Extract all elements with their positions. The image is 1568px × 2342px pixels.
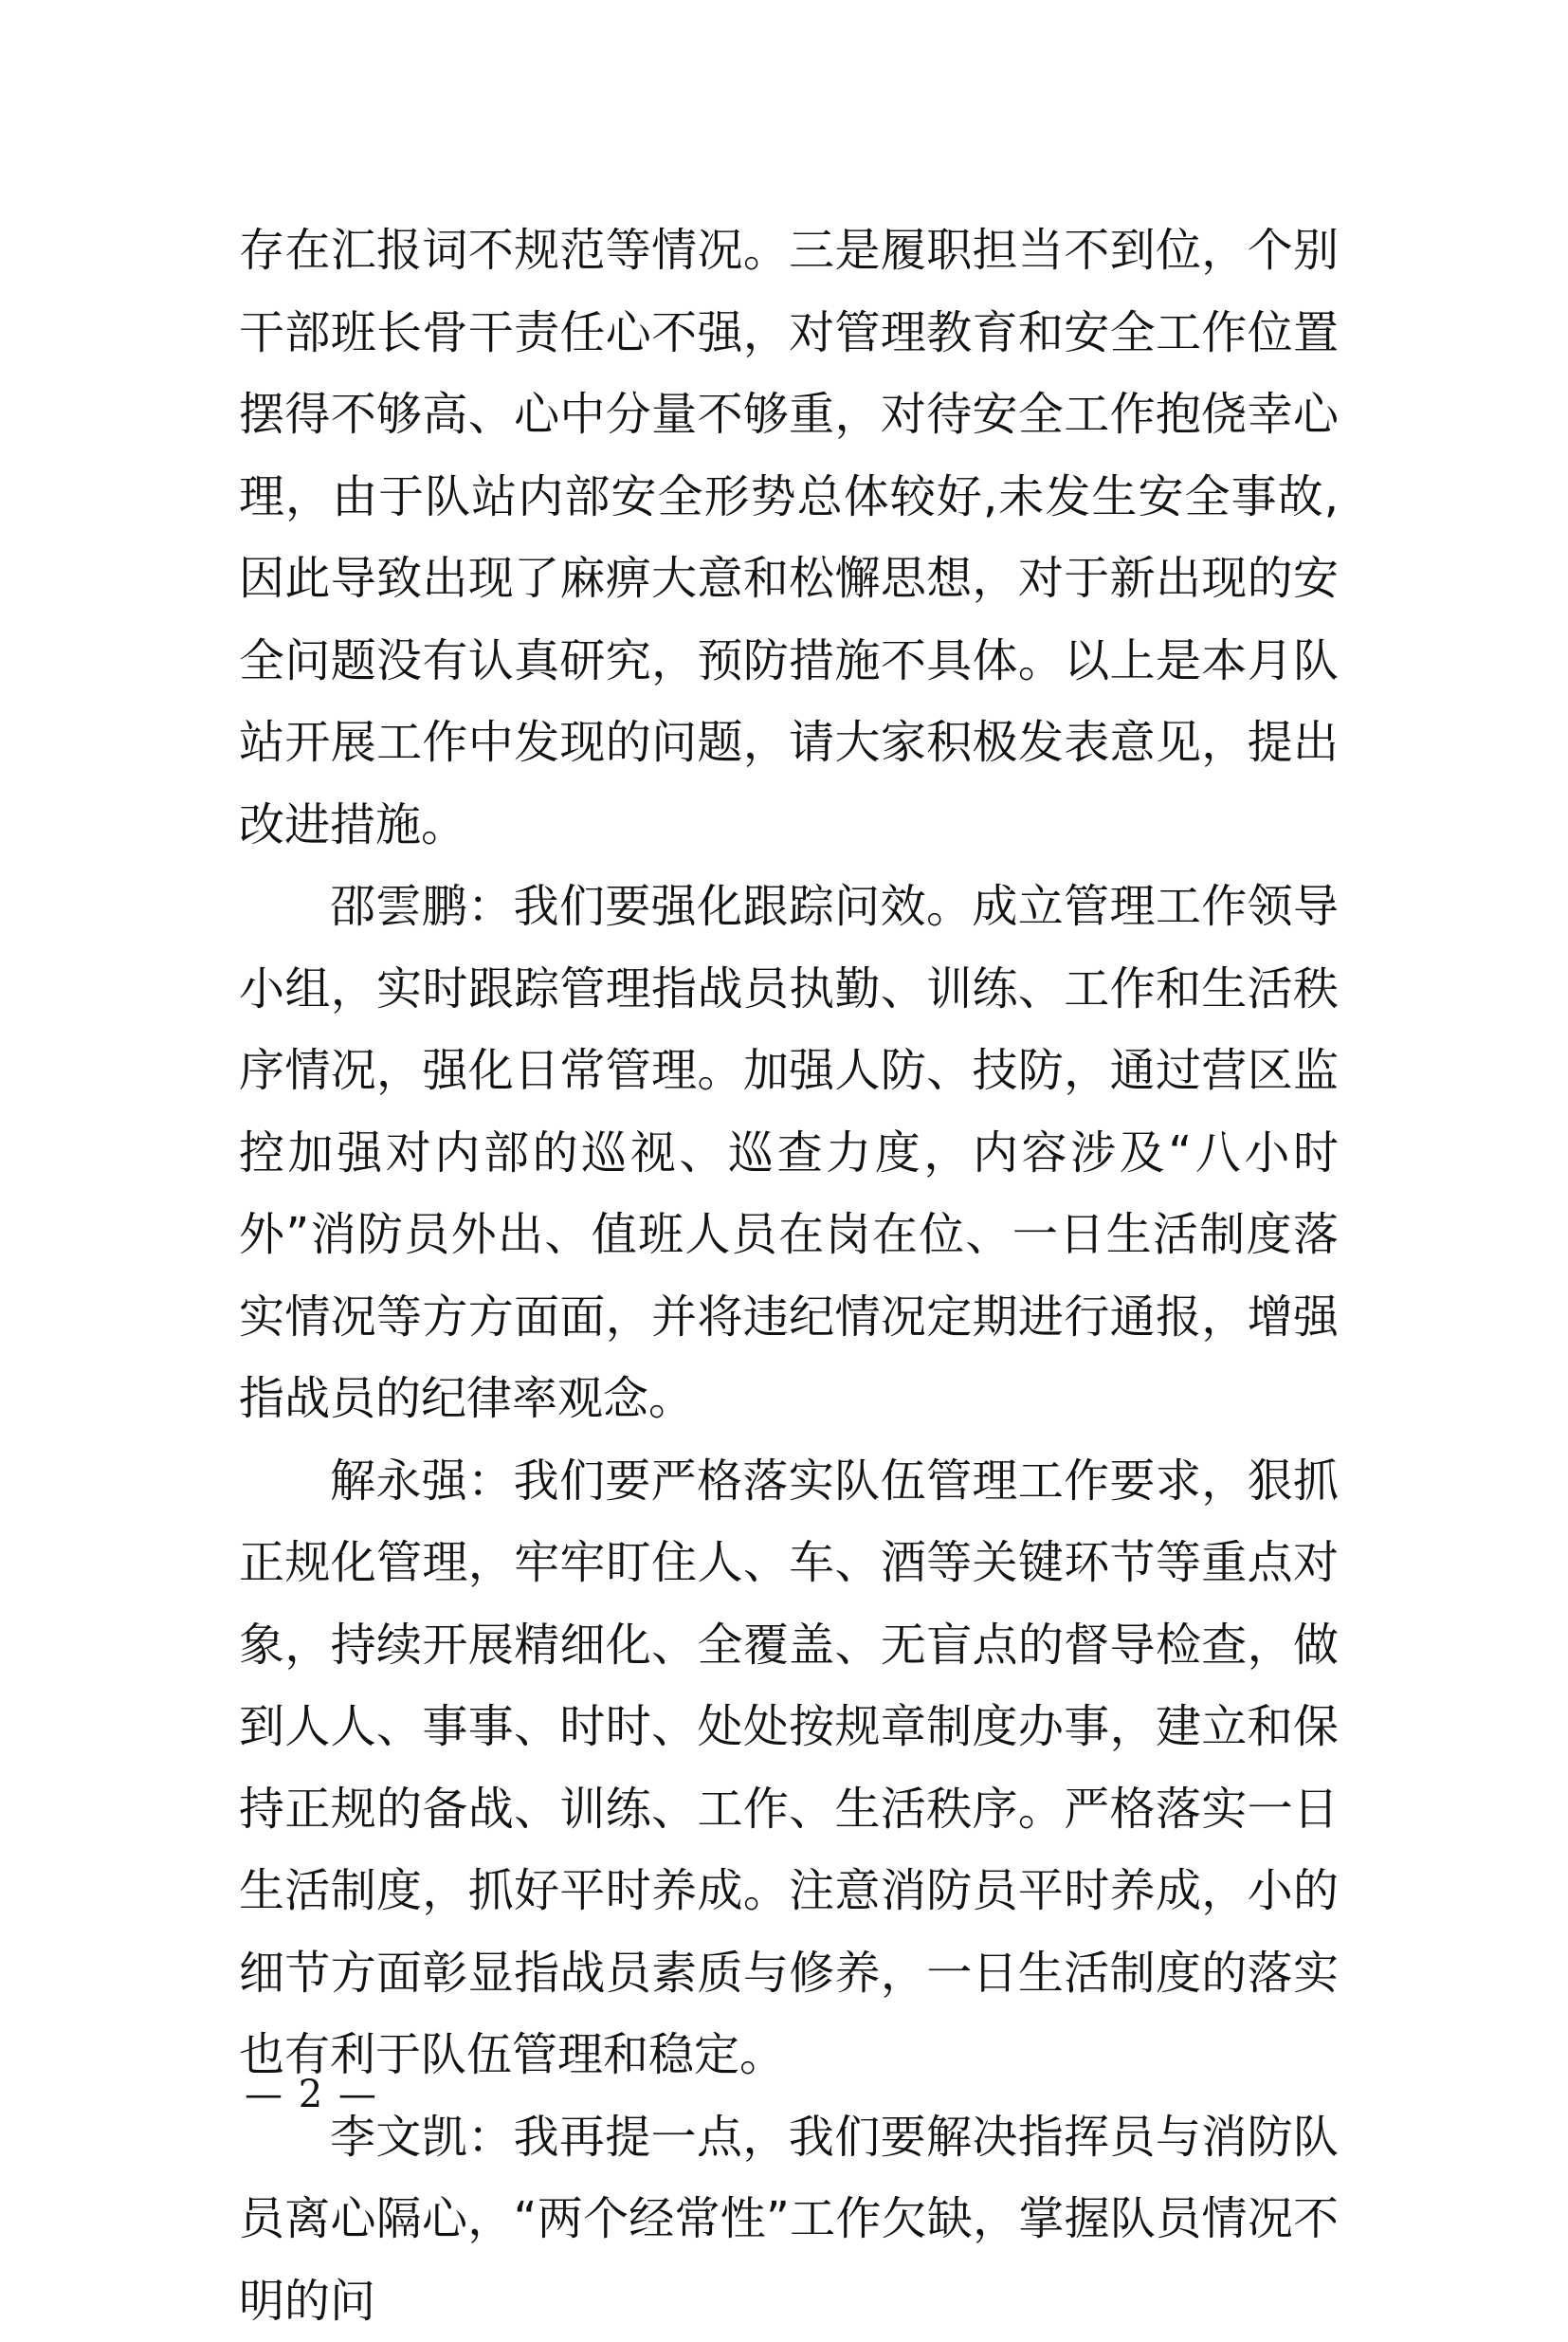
paragraph-xie-yongqiang: 解永强：我们要严格落实队伍管理工作要求，狠抓正规化管理，牢牢盯住人、车、酒等关键环节等重点对象，持续开展精细化、全覆盖、无盲点的督导检查，做到人人、事事、时时、处处按规章制度办事，建立和保持正规的备战、训练、工作、生活秩序。严格落实一日生活制度，抓好平时养成。注意消防员平时养成，小的细节方面彰显指战员素质与修养，一日生活制度的落实也有利于队伍管理和稳定。: [239, 1440, 1339, 2096]
body-text: [239, 210, 1339, 2342]
paragraph-shao-yunpeng: 邵雲鹏：我们要强化跟踪问效。成立管理工作领导小组，实时跟踪管理指战员执勤、训练、工作和生活秩序情况，强化日常管理。加强人防、技防，通过营区监控加强对内部的巡视、巡查力度，内容涉及“八小时外”消防员外出、值班人员在岗在位、一日生活制度落实情况等方方面面，并将违纪情况定期进行通报，增强指战员的纪律率观念。: [239, 866, 1339, 1440]
paragraph-continuation: 存在汇报词不规范等情况。三是履职担当不到位，个别干部班长骨干责任心不强，对管理教育和安全工作位置摆得不够高、心中分量不够重，对待安全工作抱侥幸心理，由于队站内部安全形势总体较好,未发生安全事故,因此导致出现了麻痹大意和松懈思想，对于新出现的安全问题没有认真研究，预防措施不具体。以上是本月队站开展工作中发现的问题，请大家积极发表意见，提出改进措施。: [239, 210, 1339, 866]
paragraph-li-wenkai: 李文凯：我再提一点，我们要解决指挥员与消防队员离心隔心，“两个经常性”工作欠缺，掌握队员情况不明的问: [239, 2096, 1339, 2342]
page-number: — 2 —: [245, 2073, 378, 2116]
